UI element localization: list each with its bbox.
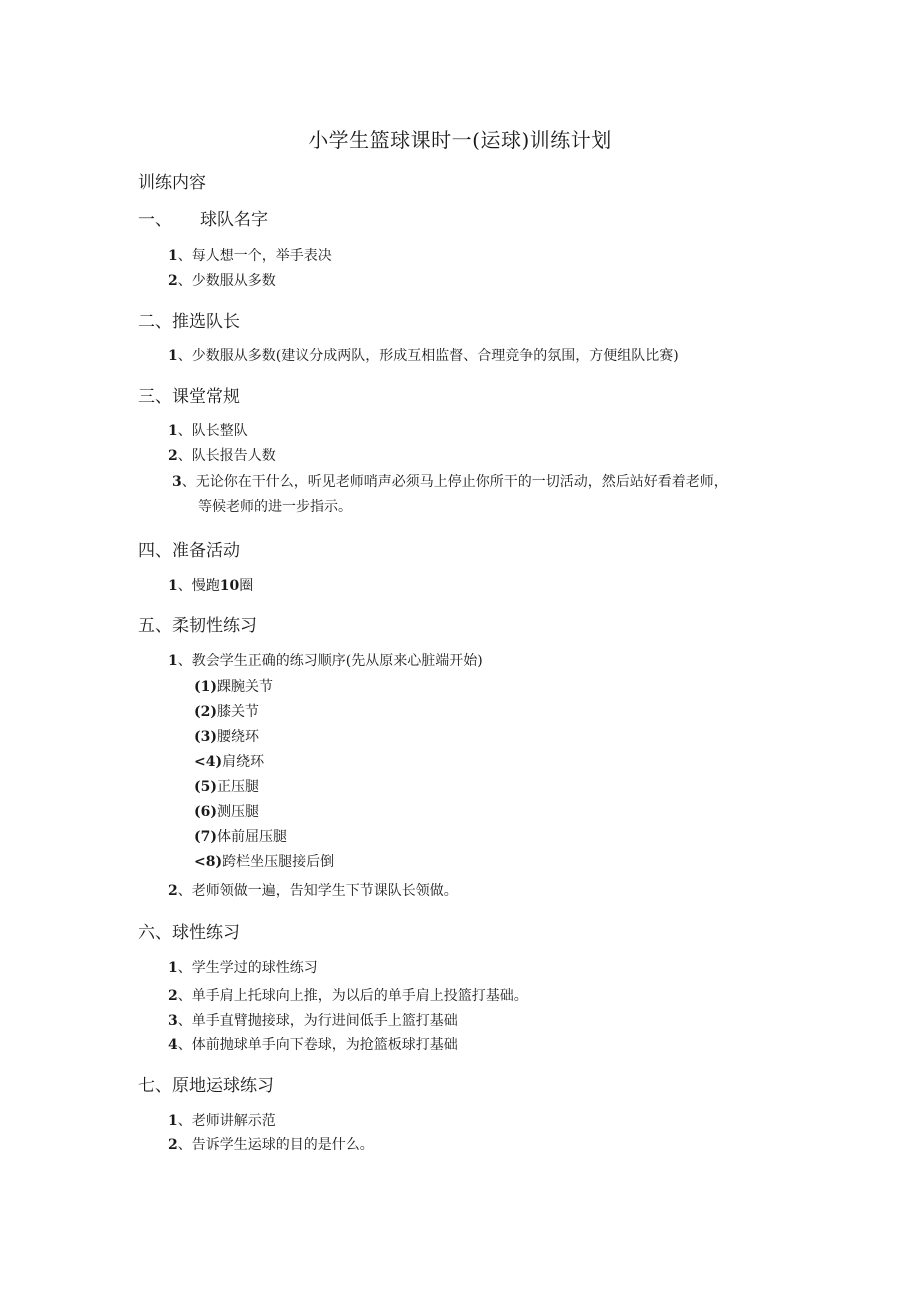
section-heading: 一、 球队名字	[138, 210, 268, 230]
list-item: 4、体前抛球单手向下卷球，为抢篮板球打基础	[168, 1037, 458, 1053]
list-item: 1、少数服从多数(建议分成两队，形成互相监督、合理竞争的氛围，方便组队比赛)	[168, 348, 679, 364]
list-item: 1、每人想一个，举手表决	[168, 248, 332, 264]
list-item: 3、无论你在干什么，听见老师哨声必须马上停止你所干的一切活动，然后站好看着老师， 等候老师的进一步指示。	[172, 474, 728, 515]
list-item: 1、慢跑10圈	[168, 578, 254, 594]
subtitle: 训练内容	[138, 173, 206, 193]
list-item: 2、告诉学生运球的目的是什么。	[168, 1137, 374, 1153]
sub-item: (7)体前屈压腿	[194, 829, 287, 845]
section-heading: 三、课堂常规	[138, 387, 240, 407]
list-item: 1、队长整队	[168, 423, 248, 439]
section-heading: 二、推选队长	[138, 312, 240, 332]
section-heading: 五、柔韧性练习	[138, 616, 257, 636]
sub-item: <8)跨栏坐压腿接后倒	[194, 854, 335, 870]
section-heading: 七、原地运球练习	[138, 1076, 274, 1096]
sub-item: (5)正压腿	[194, 779, 259, 795]
section-heading: 六、球性练习	[138, 923, 240, 943]
sub-item: (1)踝腕关节	[194, 679, 273, 695]
sub-item: (6)测压腿	[194, 804, 259, 820]
page-title: 小学生篮球课时一(运球)训练计划	[308, 128, 612, 152]
sub-item: (3)腰绕环	[194, 729, 259, 745]
list-item: 2、老师领做一遍，告知学生下节课队长领做。	[168, 883, 458, 899]
list-item: 2、队长报告人数	[168, 448, 276, 464]
list-item: 1、老师讲解示范	[168, 1113, 276, 1129]
list-item: 3、单手直臂抛接球，为行进间低手上篮打基础	[168, 1013, 458, 1029]
section-heading: 四、准备活动	[138, 541, 240, 561]
list-item: 1、教会学生正确的练习顺序(先从原来心脏端开始)	[168, 653, 483, 669]
list-item: 2、单手肩上托球向上推，为以后的单手肩上投篮打基础。	[168, 988, 528, 1004]
list-item: 2、少数服从多数	[168, 273, 276, 289]
sub-item: <4)肩绕环	[194, 754, 265, 770]
list-item: 1、学生学过的球性练习	[168, 960, 318, 976]
sub-item: (2)膝关节	[194, 704, 259, 720]
